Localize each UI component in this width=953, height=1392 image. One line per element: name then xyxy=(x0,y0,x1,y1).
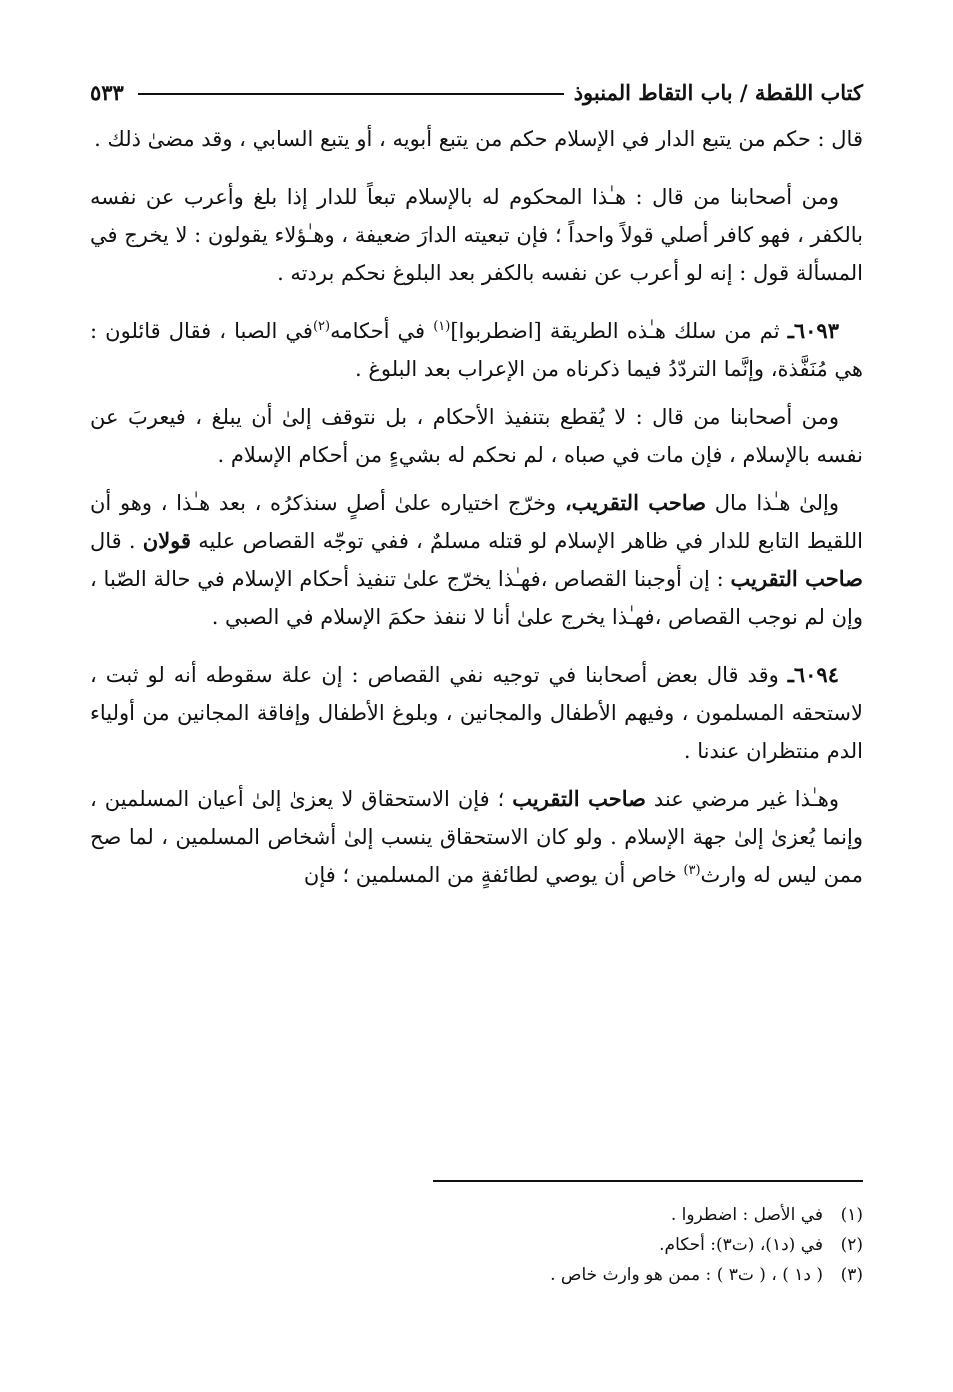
paragraph-1: قال : حكم من يتبع الدار في الإسلام حكم من يتبع أبويه ، أو يتبع السابي ، وقد مضىٰ ذلك . xyxy=(94,127,863,151)
footnote-text: في الأصل : اضطروا . xyxy=(670,1205,823,1225)
bold-name: صاحب التقريب xyxy=(512,786,646,811)
footnote-text: ( د١ ) ، ( ت٣ ) : ممن هو وارث خاص . xyxy=(550,1265,823,1285)
bold-name: صاحب التقريب xyxy=(730,566,863,591)
page-number: ٥٣٣ xyxy=(90,79,124,105)
header-rule xyxy=(138,93,564,95)
paragraph-7: وهـٰذا غير مرضي عند صاحب التقريب ؛ فإن الاستحقاق لا يعزىٰ إلىٰ أعيان المسلمين ، وإنما يُعزىٰ إلىٰ جهة الإسلام . ولو كان الاستحقاق ينسب إلىٰ أشخاص المسلمين ، لما صح ممن ليس له وارث$^{(٣)}$ خاص أن يوصي لطائفةٍ من المسلمين ؛ فإن xyxy=(90,786,863,887)
paragraph-2: ومن أصحابنا من قال : هـٰذا المحكوم له بالإسلام تبعاً للدار إذا بلغ وأعرب عن نفسه بالكفر ، فهو كافر أصلي قولاً واحداً ؛ فإن تبعيته الدارَ ضعيفة ، وهـٰؤلاء يقولون : لا يخرج في المسألة قول : إنه لو أعرب عن نفسه بالكفر بعد البلوغ نحكم بردته . xyxy=(90,185,863,285)
footnote-number: (٢) xyxy=(840,1235,863,1255)
bold-name: صاحب التقريب، xyxy=(564,490,707,515)
issue-number: ٦٠٩٣ـ xyxy=(787,318,839,343)
footnote-ref-1: (١) xyxy=(433,319,451,334)
running-header xyxy=(90,72,863,112)
footnote xyxy=(90,1200,863,1230)
paragraph-4: ومن أصحابنا من قال : لا يُقطع بتنفيذ الأحكام ، بل نتوقف إلىٰ أن يبلغ ، فيعربَ عن نفسه بالإسلام ، فإن مات في صباه ، لم نحكم له بشيءٍ من أحكام الإسلام . xyxy=(90,405,863,467)
bold-term: قولان xyxy=(142,528,192,553)
issue-number: ٦٠٩٤ـ xyxy=(787,662,839,687)
footnote-ref-3: (٣) xyxy=(683,863,701,878)
footnote xyxy=(90,1260,863,1290)
footnote-number: (١) xyxy=(840,1205,863,1225)
footnotes xyxy=(90,1200,863,1290)
paragraph-3: ٦٠٩٣ـ ثم من سلك هـٰذه الطريقة [اضطربوا]$^{(١)}$ في أحكامه$^{(٢)}$في الصبا ، فقال قائلون : هي مُنَفَّذة، وإنَّما التردّدُ فيما ذكرناه من الإعراب بعد البلوغ . xyxy=(90,318,863,381)
main-text xyxy=(90,120,863,894)
paragraph-5: وإلىٰ هـٰذا مال صاحب التقريب، وخرّج اختياره علىٰ أصلٍ سنذكرُه ، بعد هـٰذا ، وهو أن اللقيط التابع للدار في ظاهر الإسلام لو قتله مسلمٌ ، ففي توجّه القصاص عليه قولان . قال صاحب التقريب : إن أوجبنا القصاص ،فهـٰذا يخرّج علىٰ تنفيذ أحكام الإسلام في حالة الصّبا ، وإن لم نوجب القصاص ،فهـٰذا يخرج علىٰ أنا لا ننفذ حكمَ الإسلام في الصبي . xyxy=(90,490,863,629)
paragraph-6: ٦٠٩٤ـ وقد قال بعض أصحابنا في توجيه نفي القصاص : إن علة سقوطه أنه لو ثبت ، لاستحقه المسلمون ، وفيهم الأطفال والمجانين ، وبلوغ الأطفال وإفاقة المجانين من أولياء الدم منتظران عندنا . xyxy=(90,662,863,763)
footnote-rule xyxy=(433,1180,863,1182)
footnote-number: (٣) xyxy=(840,1265,863,1285)
chapter-title: كتاب اللقطة / باب التقاط المنبوذ xyxy=(573,79,863,105)
footnote-text: في (د١)، (ت٣): أحكام. xyxy=(659,1235,823,1255)
footnote-ref-2: (٢) xyxy=(312,319,331,334)
footnote xyxy=(90,1230,863,1260)
